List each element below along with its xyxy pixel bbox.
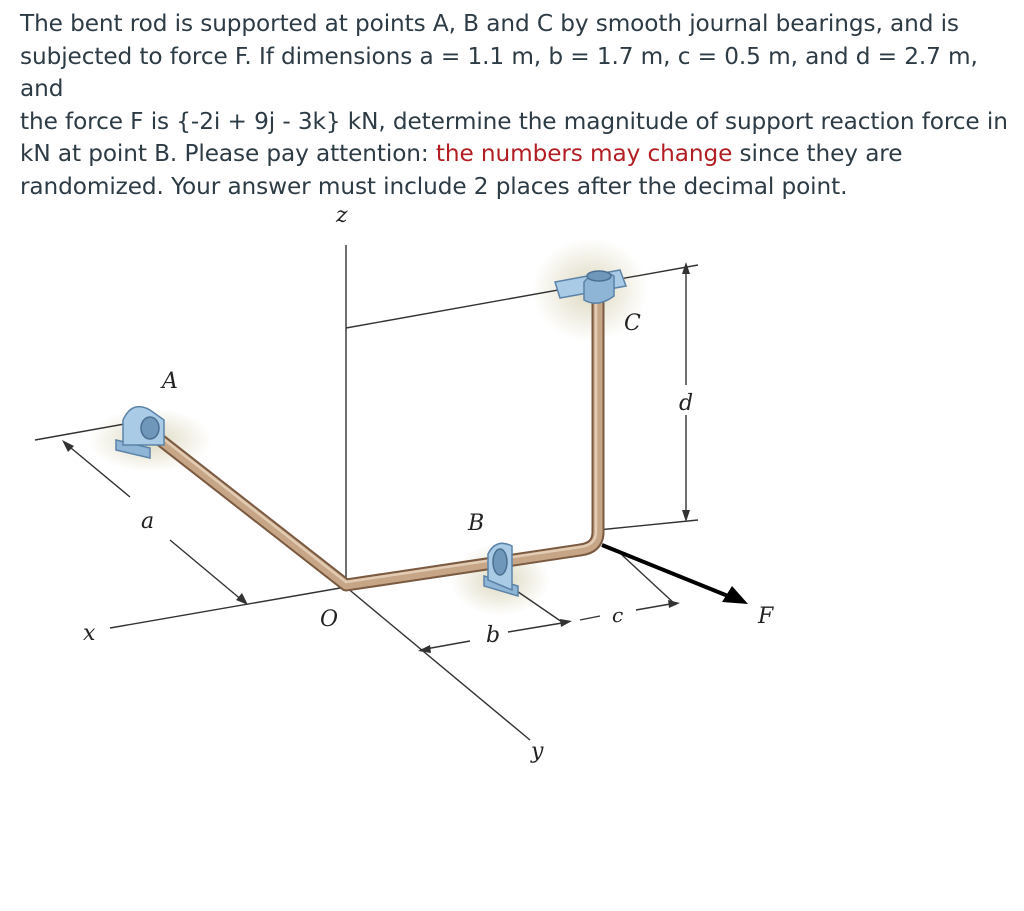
x-axis	[110, 587, 346, 628]
rod-highlight	[152, 298, 596, 582]
rod-outline	[150, 298, 598, 585]
label-y: y	[531, 739, 544, 764]
force-arrow-icon	[602, 545, 748, 604]
problem-line-4-end: since they are	[732, 140, 903, 168]
bent-rod	[150, 298, 598, 585]
label-dim-d: d	[679, 391, 694, 416]
problem-line-2: subjected to force F. If dimensions a = 1.1 m, b = 1.7 m, c = 0.5 m, and d = 2.7 m, and	[20, 42, 978, 103]
dim-d-ext-bottom	[598, 520, 698, 530]
problem-line-3: the force F is {-2i + 9j - 3k} kN, determine the magnitude of support reaction force in	[20, 107, 1008, 135]
label-b: B	[468, 511, 485, 536]
dim-a-line-2	[170, 540, 243, 601]
label-o: O	[320, 607, 339, 632]
label-x: x	[83, 621, 96, 646]
label-dim-a: a	[141, 509, 155, 534]
arrowhead-a-bottom	[236, 593, 248, 605]
label-f: F	[758, 604, 774, 629]
randomized-warning: the numbers may change	[435, 140, 733, 168]
label-dim-c: c	[612, 603, 624, 627]
problem-line-4-start: kN at point B. Please pay attention:	[20, 140, 436, 168]
label-z: z	[336, 203, 348, 228]
arrowhead-b-right	[560, 619, 572, 627]
problem-line-5: randomized. Your answer must include 2 places after the decimal point.	[20, 172, 848, 200]
bearing-c-bore	[587, 271, 611, 281]
bearing-b-bore	[493, 549, 507, 575]
label-dim-b: b	[486, 623, 501, 648]
arrowhead-a-top	[62, 440, 74, 452]
problem-line-1: The bent rod is supported at points A, B and C by smooth journal bearings, and is	[20, 10, 959, 37]
dim-b-line-2	[508, 622, 568, 632]
rod-body	[150, 298, 598, 585]
arrowhead-d-bottom	[682, 510, 690, 522]
dim-c-line-1	[580, 616, 600, 620]
label-c: C	[624, 311, 641, 336]
label-a: A	[162, 369, 178, 394]
force-arrow-shaft	[602, 545, 728, 596]
bearing-a-bore	[141, 417, 159, 439]
arrowhead-c-right	[668, 600, 680, 608]
